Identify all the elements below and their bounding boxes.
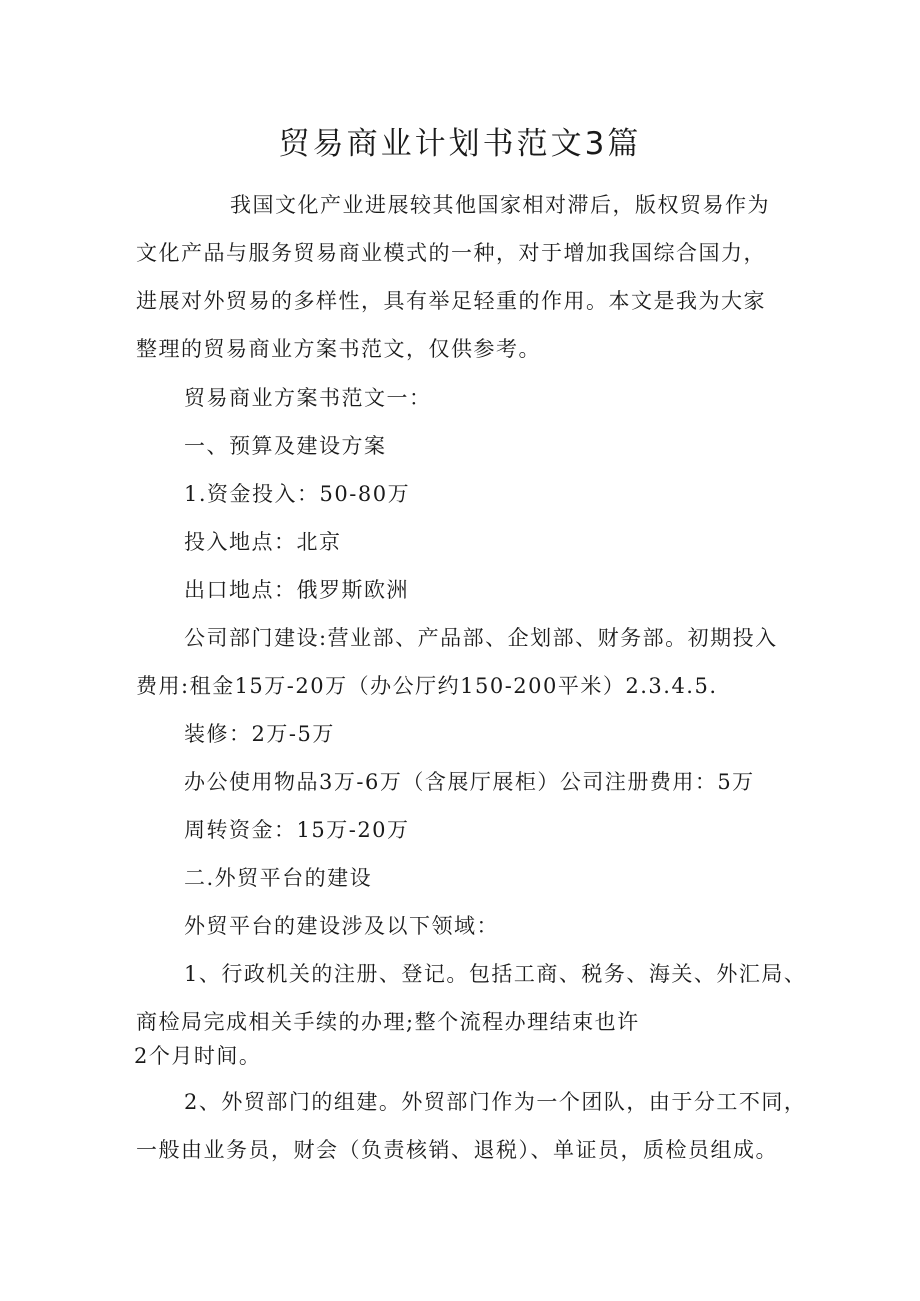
paragraph-line: 1、行政机关的注册、登记。包括工商、税务、海关、外汇局、 xyxy=(184,962,807,986)
section-heading: 二.外贸平台的建设 xyxy=(184,866,373,890)
paragraph-line: 费用:租金15万-20万（办公厅约150-200平米）2.3.4.5. xyxy=(136,674,718,698)
paragraph-line: 2个月时间。 xyxy=(134,1044,262,1068)
paragraph-line: 出口地点：俄罗斯欧洲 xyxy=(184,578,409,602)
paragraph-line: 文化产品与服务贸易商业模式的一种，对于增加我国综合国力， xyxy=(136,241,766,265)
paragraph-line: 一般由业务员，财会（负责核销、退税）、单证员，质检员组成。 xyxy=(136,1138,778,1162)
section-heading: 贸易商业方案书范文一： xyxy=(184,386,432,410)
paragraph-line: 公司部门建设:营业部、产品部、企划部、财务部。初期投入 xyxy=(184,626,778,650)
section-heading: 一、预算及建设方案 xyxy=(184,434,387,458)
paragraph-line: 商检局完成相关手续的办理;整个流程办理结束也许 xyxy=(136,1010,640,1034)
paragraph-line: 进展对外贸易的多样性，具有举足轻重的作用。本文是我为大家 xyxy=(136,289,766,313)
paragraph-line: 外贸平台的建设涉及以下领域： xyxy=(184,914,499,938)
paragraph-line: 周转资金：15万-20万 xyxy=(184,818,410,842)
paragraph-line: 1.资金投入：50-80万 xyxy=(184,482,411,506)
document-title: 贸易商业计划书范文3篇 xyxy=(278,126,642,162)
paragraph-line: 2、外贸部门的组建。外贸部门作为一个团队，由于分工不同， xyxy=(184,1090,807,1114)
paragraph-line: 办公使用物品3万-6万（含展厅展柜）公司注册费用：5万 xyxy=(184,770,755,794)
paragraph-line: 我国文化产业进展较其他国家相对滞后，版权贸易作为 xyxy=(230,193,770,217)
paragraph-line: 装修：2万-5万 xyxy=(184,722,335,746)
paragraph-line: 投入地点：北京 xyxy=(184,530,342,554)
paragraph-line: 整理的贸易商业方案书范文，仅供参考。 xyxy=(136,337,541,361)
